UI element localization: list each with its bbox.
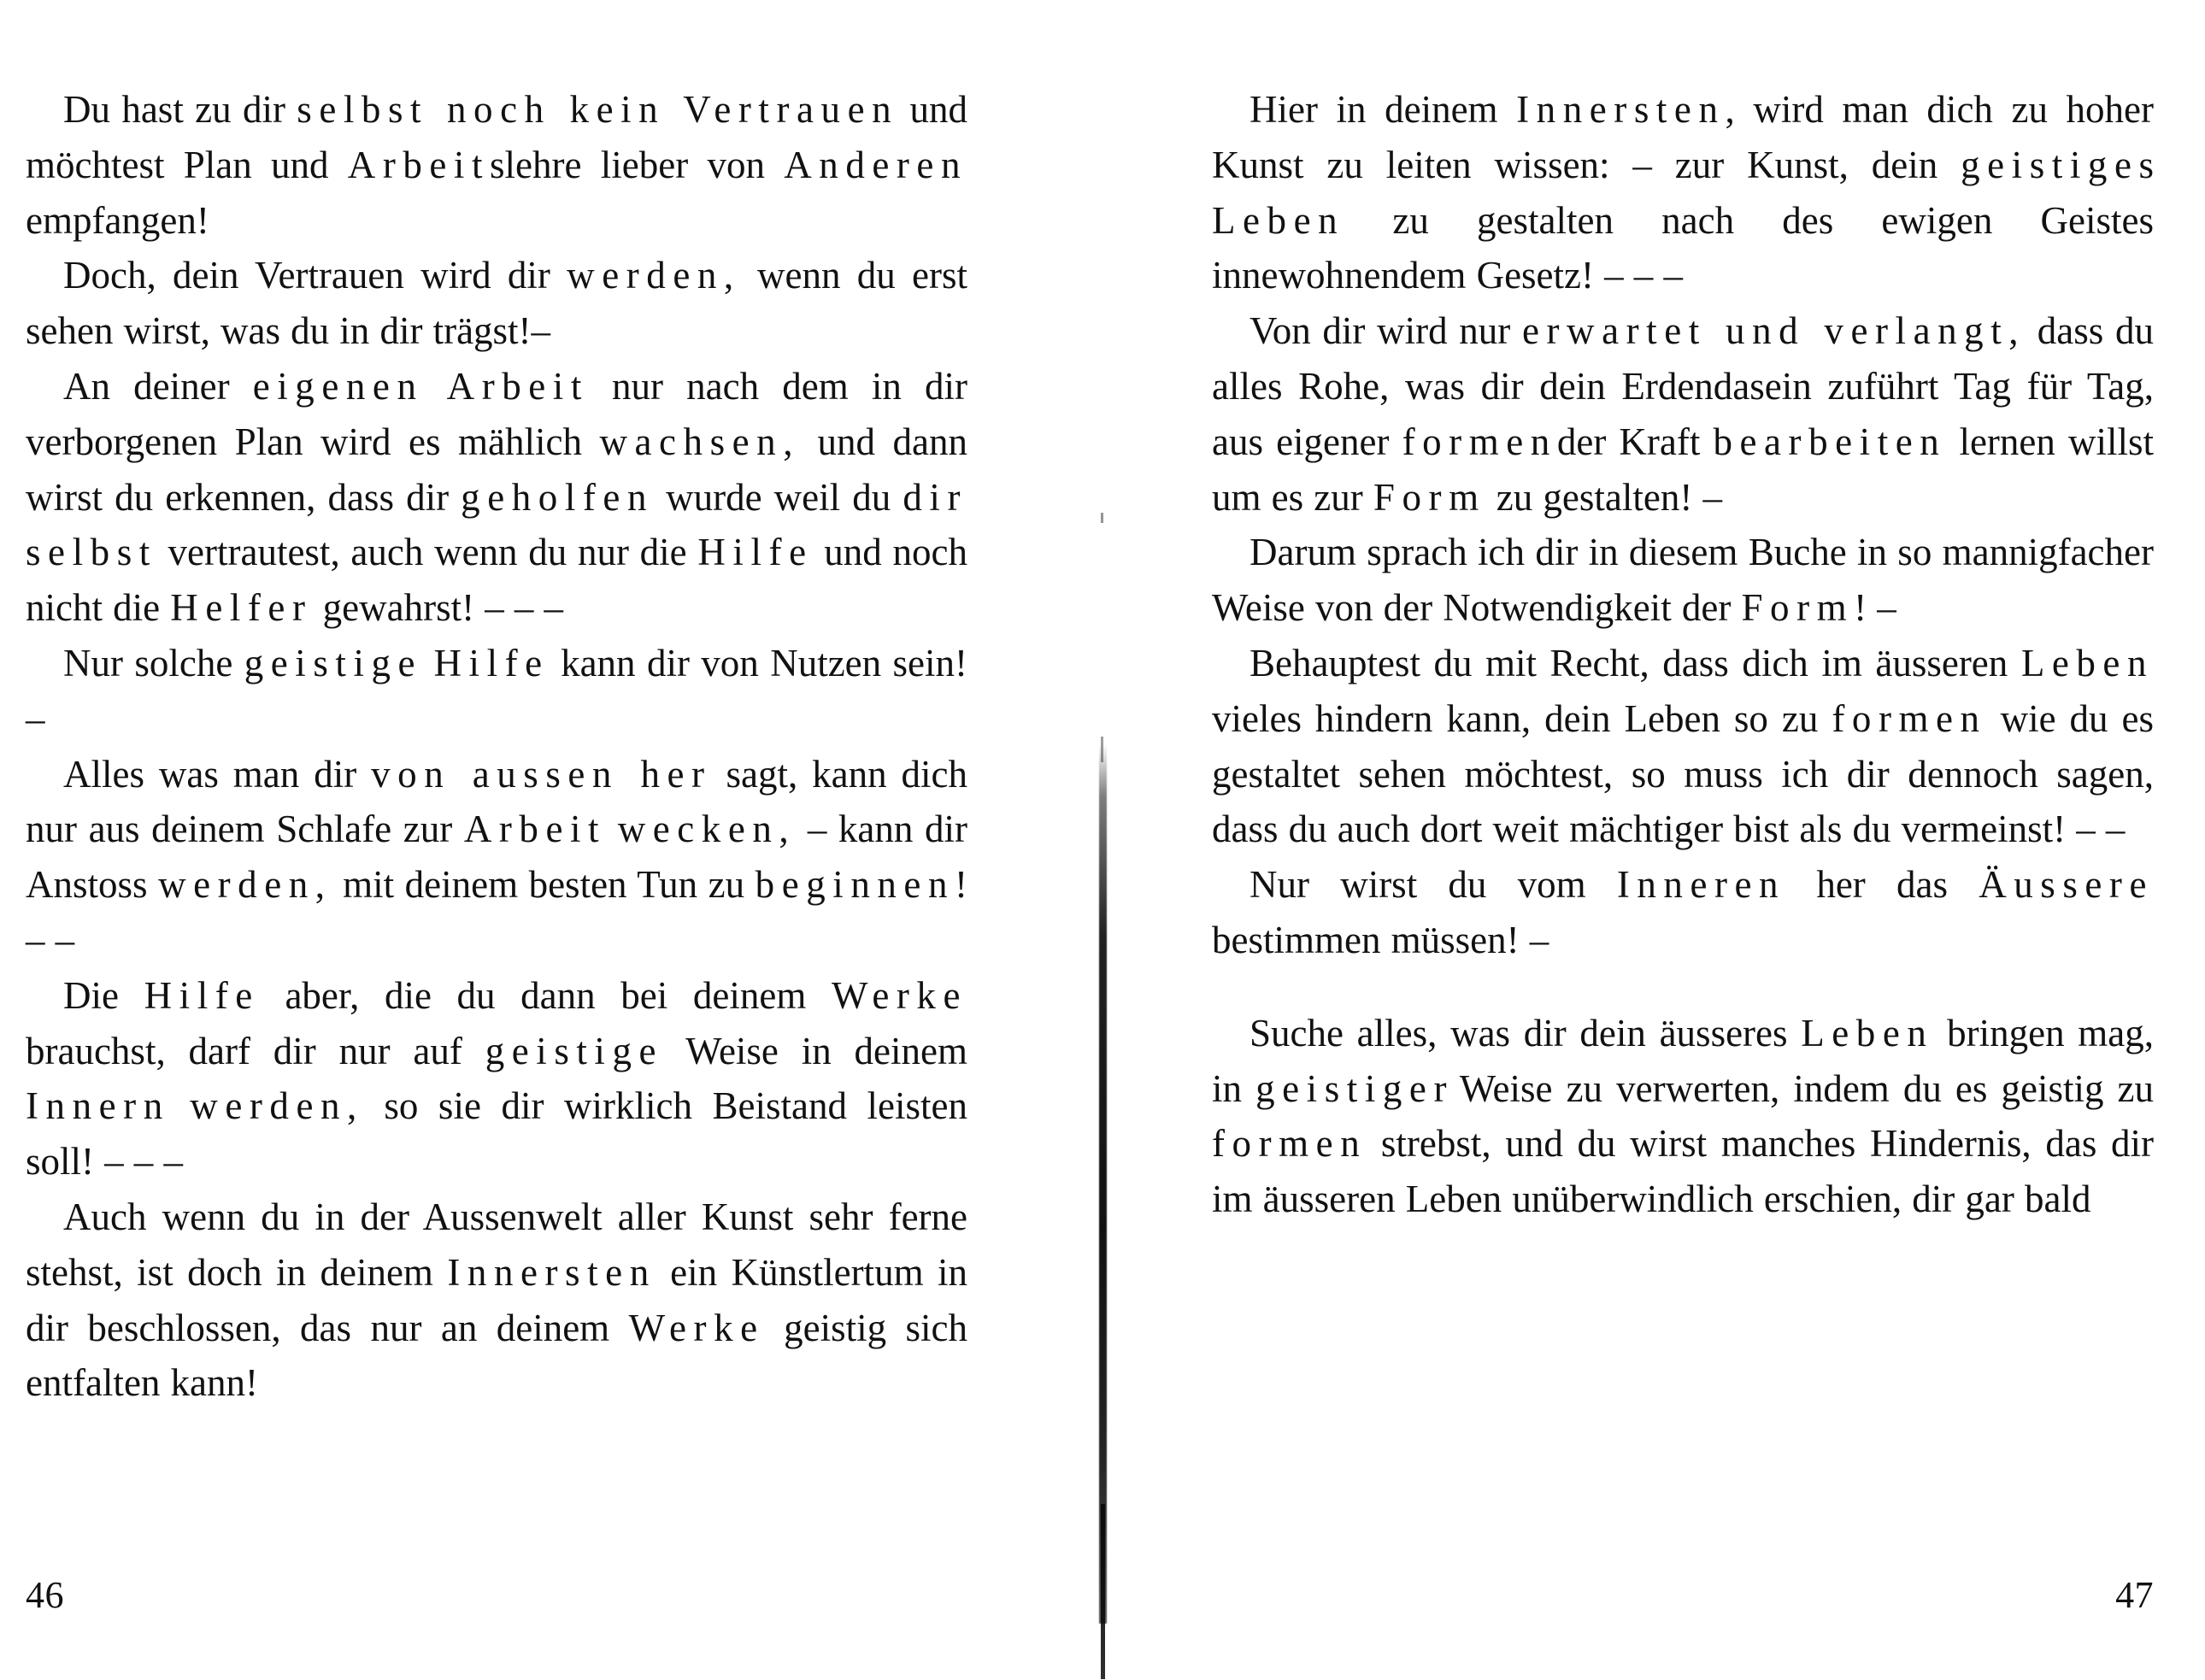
paragraph: Nur wirst du vom Inneren her das Äussere bestimmen müssen! – <box>1212 863 2154 961</box>
paragraph: Die Hilfe aber, die du dann bei deinem Werke brauchst, darf dir nur auf geistige Weise in deinem Innern werden, so sie dir wirklich Beistand leisten soll! – – – <box>26 973 968 1184</box>
paragraph: Hier in deinem Innersten, wird man dich zu hoher Kunst zu leiten wissen: – zur Kunst, dein geistiges Leben zu gestalten nach des ewigen Geistes innewohnendem Gesetz! – – – <box>1212 88 2154 297</box>
text-column-right <box>1212 82 2154 1466</box>
paragraph: Alles was man dir von aussen her sagt, kann dich nur aus deinem Schlafe zur Arbeit wecken, – kann dir Anstoss werden, mit deinem besten Tun zu beginnen! – – <box>26 752 968 961</box>
page-number-right: 47 <box>2115 1574 2154 1616</box>
page-right <box>1161 0 2205 1680</box>
paragraph: Nur solche geistige Hilfe kann dir von Nutzen sein! – <box>26 641 967 740</box>
paragraph: Suche alles, was dir dein äusseres Leben bringen mag, in geistiger Weise zu verwerten, indem du es geistig zu formen strebst, und du wirst manches Hindernis, das dir im äusseren Leben unüberwindlich erschien, dir gar bald <box>1212 1011 2155 1221</box>
page-left <box>0 0 1044 1680</box>
paragraph: Auch wenn du in der Aussenwelt aller Kunst sehr ferne stehst, ist doch in deinem Innersten ein Künstlertum in dir beschlossen, das nur an deinem Werke geistig sich entfalten kann! <box>26 1195 967 1405</box>
gutter-mark <box>1101 513 1103 523</box>
text-column-left <box>26 82 967 1466</box>
page-number-left: 46 <box>26 1574 64 1616</box>
gutter-shadow-bottom <box>1101 1504 1105 1679</box>
paragraph: Du hast zu dir selbst noch kein Vertrauen und möchtest Plan und Arbeitslehre lieber von Anderen empfangen! <box>26 88 967 242</box>
paragraph: Darum sprach ich dir in diesem Buche in so mannigfacher Weise von der Notwendigkeit der Form! – <box>1212 531 2154 630</box>
paragraph: Doch, dein Vertrauen wird dir werden, wenn du erst sehen wirst, was du in dir trägst!– <box>26 254 967 353</box>
book-gutter <box>1044 0 1161 1680</box>
paragraph: Behauptest du mit Recht, dass dich im äusseren Leben vieles hindern kann, dein Leben so zu formen wie du es gestaltet sehen möchtest, so muss ich dir dennoch sagen, dass du auch dort weit mächtiger bist als du vermeinst! – – <box>1212 641 2154 851</box>
paragraph: Von dir wird nur erwartet und verlangt, dass du alles Rohe, was dir dein Erdendasein zuführt Tag für Tag, aus eigener formender Kraft bearbeiten lernen willst um es zur Form zu gestalten! – <box>1212 309 2154 519</box>
gutter-shadow <box>1099 743 1107 1624</box>
paragraph: An deiner eigenen Arbeit nur nach dem in dir verborgenen Plan wird es mählich wachsen, und dann wirst du erkennen, dass dir geholfen wurde weil du dir selbst vertrautest, auch wenn du nur die Hilfe und noch nicht die Helfer gewahrst! – – – <box>26 364 967 630</box>
